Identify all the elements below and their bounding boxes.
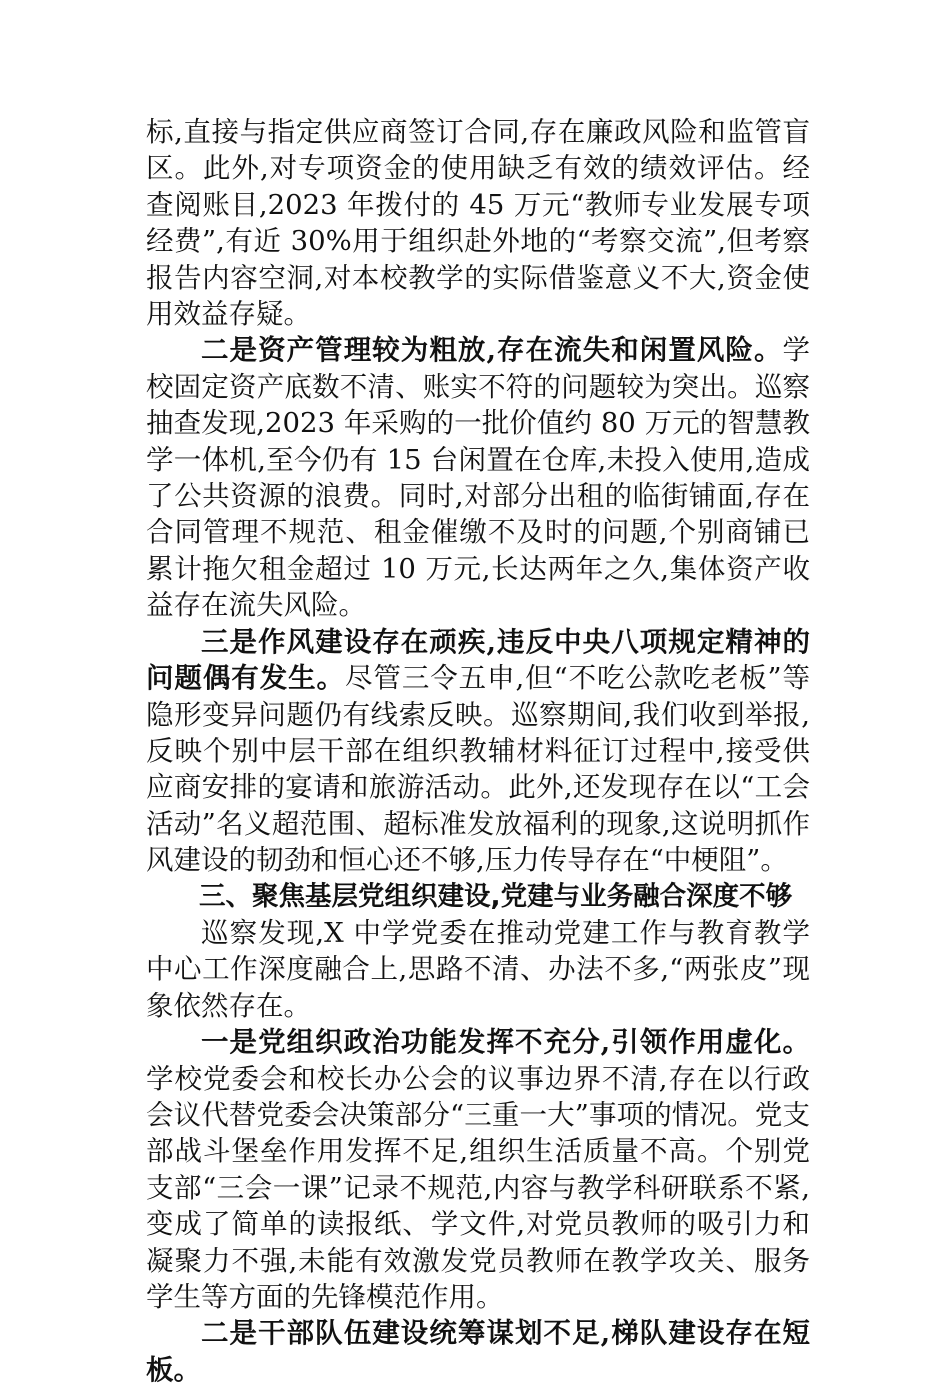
paragraph-lead: 二是干部队伍建设统筹谋划不足,梯队建设存在短板。 (146, 1317, 810, 1386)
paragraph-lead: 二是资产管理较为粗放,存在流失和闲置风险。 (201, 334, 783, 367)
paragraph-lead: 三是作风建设存在顽疾,违反中央八项规定精神的问题偶有发生。 (146, 625, 810, 695)
paragraph-style (146, 624, 810, 879)
paragraph-body: 学校党委会和校长办公会的议事边界不清,存在以行政会议代替党委会决策部分“三重一大”事项的情况。党支部战斗堡垒作用发挥不足,组织生活质量不高。个别党支部“三会一课”记录不规范,内容与教学科研联系不紧,变成了简单的读报纸、学文件,对党员教师的吸引力和凝聚力不强,未能有效激发党员教师在教学攻关、服务学生等方面的先锋模范作用。 (146, 1062, 810, 1313)
paragraph-lead: 一是党组织政治功能发挥不充分,引领作用虚化。 (201, 1026, 810, 1059)
paragraph-cadre (146, 1315, 810, 1388)
paragraph-body: 尽管三令五申,但“不吃公款吃老板”等隐形变异问题仍有线索反映。巡察期间,我们收到举报,反映个别中层干部在组织教辅材料征订过程中,接受供应商安排的宴请和旅游活动。此外,还发现存在以“工会活动”名义超范围、超标准发放福利的现象,这说明抓作风建设的韧劲和恒心还不够,压力传导存在“中梗阻”。 (146, 662, 811, 877)
paragraph-section-intro: 巡察发现,X 中学党委在推动党建工作与教育教学中心工作深度融合上,思路不清、办法不多,“两张皮”现象依然存在。 (146, 916, 810, 1022)
paragraph-assets (146, 332, 810, 623)
paragraph-continuation: 标,直接与指定供应商签订合同,存在廉政风险和监管盲区。此外,对专项资金的使用缺乏有效的绩效评估。经查阅账目,2023 年拨付的 45 万元“教师专业发展专项经费”,有近 30%用于组织赴外地的“考察交流”,但考察报告内容空洞,对本校教学的实际借鉴意义不大,资金使用效益存疑。 (146, 116, 810, 331)
document-page (146, 114, 810, 1388)
paragraph-party-function (146, 1024, 810, 1315)
section-heading: 三、聚焦基层党组织建设,党建与业务融合深度不够 (199, 880, 793, 912)
paragraph-body: 学校固定资产底数不清、账实不符的问题较为突出。巡察抽查发现,2023 年采购的一批价值约 80 万元的智慧教学一体机,至今仍有 15 台闲置在仓库,未投入使用,造成了公共资源的浪费。同时,对部分出租的临街铺面,存在合同管理不规范、租金催缴不及时的问题,个别商铺已累计拖欠租金超过 10 万元,长达两年之久,集体资产收益存在流失风险。 (146, 334, 810, 622)
